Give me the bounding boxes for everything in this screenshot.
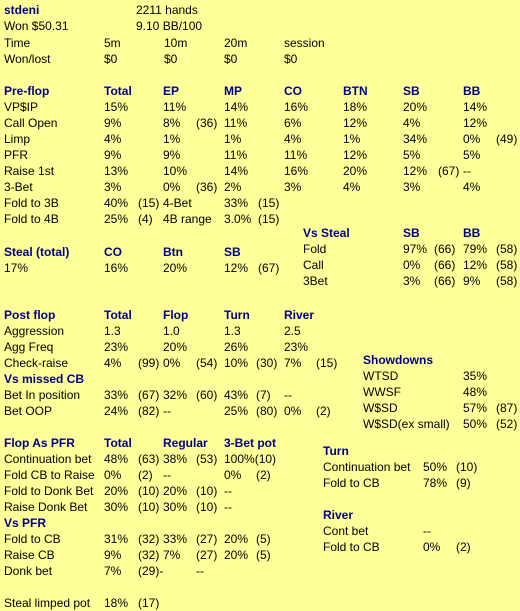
postflop-cell: 7% [284, 356, 302, 370]
flop-as-pfr-cell: (10) [138, 500, 160, 514]
vs-steal-col-header: SB [403, 226, 420, 240]
showdowns-row-label: W$SD(ex small) [363, 417, 450, 431]
preflop-row-label: 3-Bet [4, 180, 33, 194]
winnings: Won $50.31 [4, 19, 69, 33]
time-col: 20m [224, 36, 248, 50]
vs-missed-cb-cell: (60) [196, 388, 218, 402]
showdowns-cell: 35% [463, 369, 488, 383]
vs-missed-cb-cell: 32% [163, 388, 188, 402]
preflop-cell: 10% [163, 164, 188, 178]
preflop-cell: 4% [403, 116, 421, 130]
wonlost-value: $0 [224, 52, 238, 66]
preflop-cell: 20% [343, 164, 368, 178]
vs-pfr-row-label: Raise CB [4, 548, 55, 562]
wonlost-label: Won/lost [4, 52, 51, 66]
preflop-cell: 5% [463, 148, 481, 162]
showdowns-cell: 57% [463, 401, 488, 415]
preflop-cell: 11% [163, 100, 187, 114]
vs-missed-cb-cell: 24% [104, 404, 129, 418]
preflop-cell: 18% [343, 100, 368, 114]
flop-as-pfr-title: Flop As PFR [4, 436, 75, 450]
preflop-col-header: SB [403, 84, 420, 98]
postflop-col-header: Flop [163, 308, 189, 322]
preflop-cell: 12% [403, 164, 428, 178]
vs-pfr-cell: (29)- [138, 564, 164, 578]
vs-steal-cell: 12% [463, 258, 488, 272]
preflop-row-label: Raise 1st [4, 164, 55, 178]
preflop-cell: 33% [224, 196, 249, 210]
wonlost-value: $0 [284, 52, 298, 66]
flop-as-pfr-cell: 20% [104, 484, 129, 498]
preflop-cell: (15) [138, 196, 160, 210]
preflop-cell: 1% [224, 132, 242, 146]
preflop-row-label: PFR [4, 148, 28, 162]
wonlost-value: $0 [104, 52, 118, 66]
flop-as-pfr-cell: 30% [104, 500, 129, 514]
postflop-cell: 1.3 [224, 324, 241, 338]
hands-count: 2211 hands [136, 3, 198, 17]
vs-pfr-cell: (27) [196, 532, 218, 546]
vs-pfr-cell: 9% [104, 548, 122, 562]
preflop-row-label: Limp [4, 132, 31, 146]
postflop-col-header: River [284, 308, 315, 322]
vs-steal-cell: (58) [496, 258, 518, 272]
preflop-cell: 25% [104, 212, 129, 226]
flop-as-pfr-cell: (2) [138, 468, 153, 482]
vs-steal-cell: (66) [434, 258, 456, 272]
vs-pfr-cell: (5) [256, 532, 271, 546]
flop-as-pfr-col-header: 3-Bet pot [224, 436, 276, 450]
turn-cell: 78% [423, 476, 448, 490]
postflop-cell: 23% [284, 340, 309, 354]
vs-steal-row-label: Call [303, 258, 324, 272]
preflop-cell: 6% [284, 116, 302, 130]
time-col: session [284, 36, 325, 50]
preflop-cell: 34% [403, 132, 428, 146]
vs-missed-cb-row-label: Bet In position [4, 388, 81, 402]
flop-as-pfr-cell: -- [163, 468, 171, 482]
vs-pfr-cell: 33% [163, 532, 188, 546]
preflop-cell: 11% [224, 148, 248, 162]
preflop-cell: 40% [104, 196, 129, 210]
vs-steal-cell: (58) [496, 242, 518, 256]
flop-as-pfr-cell: (10) [196, 500, 218, 514]
postflop-title: Post flop [4, 308, 56, 322]
vs-missed-cb-cell: (80) [256, 404, 278, 418]
turn-row-label: Fold to CB [323, 476, 380, 490]
preflop-cell: 3.0% [224, 212, 252, 226]
river-row-label: Cont bet [323, 524, 369, 538]
vs-pfr-row-label: Donk bet [4, 564, 53, 578]
preflop-cell: 16% [284, 164, 309, 178]
postflop-cell: 2.5 [284, 324, 301, 338]
turn-cell: (10) [456, 460, 478, 474]
postflop-cell: 0% [163, 356, 181, 370]
postflop-col-header: Turn [224, 308, 250, 322]
steal-col-header: CO [104, 245, 122, 259]
preflop-cell: 14% [224, 100, 249, 114]
postflop-row-label: Aggression [4, 324, 65, 338]
flop-as-pfr-cell: (63) [138, 452, 160, 466]
preflop-cell: 3% [104, 180, 122, 194]
preflop-cell: 12% [343, 116, 368, 130]
postflop-cell: 10% [224, 356, 249, 370]
flop-as-pfr-cell: (53) [196, 452, 218, 466]
preflop-cell: (15) [258, 212, 280, 226]
vs-steal-col-header: BB [463, 226, 481, 240]
preflop-cell: 16% [284, 100, 309, 114]
postflop-col-header: Total [104, 308, 132, 322]
flop-as-pfr-cell: -- [224, 500, 232, 514]
steal-cell: 16% [104, 261, 129, 275]
vs-steal-title: Vs Steal [303, 226, 350, 240]
steal-total-title: Steal (total) [4, 245, 70, 259]
showdowns-cell: 50% [463, 417, 488, 431]
preflop-row-label: Call Open [4, 116, 58, 130]
player-name: stdeni [4, 3, 40, 17]
postflop-row-label: Check-raise [4, 356, 69, 370]
wonlost-value: $0 [164, 52, 178, 66]
steal-col-header: Btn [163, 245, 183, 259]
vs-steal-row-label: Fold [303, 242, 327, 256]
turn-cell: (9) [456, 476, 471, 490]
showdowns-cell: 48% [463, 385, 488, 399]
vs-missed-cb-cell: (82) [138, 404, 160, 418]
vs-pfr-cell: -- [196, 564, 204, 578]
preflop-cell: 9% [104, 116, 122, 130]
preflop-cell: 13% [104, 164, 129, 178]
preflop-cell: 5% [403, 148, 421, 162]
flop-as-pfr-row-label: Fold to Donk Bet [4, 484, 94, 498]
preflop-cell: 4% [343, 180, 361, 194]
preflop-cell: 2% [224, 180, 242, 194]
river-row-label: Fold to CB [323, 540, 380, 554]
flop-as-pfr-cell: 0% [224, 468, 242, 482]
postflop-cell: (54) [196, 356, 218, 370]
preflop-cell: 0% [163, 180, 181, 194]
time-col: 5m [104, 36, 121, 50]
flop-as-pfr-cell: 48% [104, 452, 129, 466]
turn-row-label: Continuation bet [323, 460, 411, 474]
turn-title: Turn [323, 444, 349, 458]
preflop-cell: 3% [284, 180, 302, 194]
steal-cell: (67) [258, 261, 280, 275]
vs-pfr-cell: 7% [104, 564, 122, 578]
preflop-col-header: CO [284, 84, 302, 98]
showdowns-cell: (52) [496, 417, 518, 431]
vs-steal-row-label: 3Bet [303, 274, 328, 288]
preflop-cell: 20% [403, 100, 428, 114]
flop-as-pfr-row-label: Raise Donk Bet [4, 500, 88, 514]
flop-as-pfr-cell: 0% [104, 468, 122, 482]
preflop-cell: 1% [163, 132, 181, 146]
preflop-col-header: EP [163, 84, 180, 98]
flop-as-pfr-cell: (10) [196, 484, 218, 498]
preflop-cell: 3% [403, 180, 421, 194]
vs-pfr-cell: 20% [224, 532, 249, 546]
river-cell: (2) [456, 540, 471, 554]
preflop-row-label: VP$IP [4, 100, 39, 114]
vs-steal-cell: (66) [434, 274, 456, 288]
preflop-cell: 11% [224, 116, 248, 130]
postflop-cell: (99) [138, 356, 160, 370]
steal-limped-cell: (17) [138, 596, 160, 610]
postflop-cell: 1.3 [104, 324, 121, 338]
flop-as-pfr-col-header: Regular [163, 436, 208, 450]
vs-missed-cb-cell: (7) [256, 388, 271, 402]
vs-missed-cb-cell: 43% [224, 388, 249, 402]
vs-steal-cell: 3% [403, 274, 421, 288]
vs-steal-cell: 97% [403, 242, 428, 256]
preflop-cell: (67) [438, 164, 460, 178]
preflop-col-header: MP [224, 84, 242, 98]
postflop-cell: 4% [104, 356, 122, 370]
showdowns-cell: (87) [496, 401, 518, 415]
vs-pfr-row-label: Fold to CB [4, 532, 61, 546]
steal-limped-cell: 18% [104, 596, 129, 610]
preflop-cell: (49) [496, 132, 518, 146]
bb-per-100: 9.10 BB/100 [136, 19, 203, 33]
preflop-cell: 12% [343, 148, 368, 162]
vs-steal-cell: 79% [463, 242, 488, 256]
preflop-row-label: Fold to 4B [4, 212, 59, 226]
vs-steal-cell: 0% [403, 258, 421, 272]
steal-cell: 17% [4, 261, 29, 275]
postflop-cell: 23% [104, 340, 129, 354]
preflop-cell: 4-Bet [163, 196, 192, 210]
postflop-cell: 20% [163, 340, 188, 354]
preflop-cell: (15) [258, 196, 280, 210]
river-cell: 0% [423, 540, 441, 554]
flop-as-pfr-cell: (10) [138, 484, 160, 498]
vs-missed-cb-cell: (2) [316, 404, 331, 418]
postflop-cell: (15) [316, 356, 338, 370]
vs-pfr-cell: (32) [138, 532, 160, 546]
preflop-cell: 4% [104, 132, 122, 146]
preflop-cell: 0% [463, 132, 481, 146]
preflop-cell: (4) [138, 212, 153, 226]
flop-as-pfr-cell: -- [224, 484, 232, 498]
vs-missed-cb-cell: -- [284, 388, 292, 402]
river-title: River [323, 508, 354, 522]
flop-as-pfr-cell: (2) [256, 468, 271, 482]
vs-missed-cb-cell: 25% [224, 404, 249, 418]
turn-cell: 50% [423, 460, 448, 474]
vs-steal-cell: (58) [496, 274, 518, 288]
preflop-col-header: BTN [343, 84, 368, 98]
vs-pfr-cell: (5) [256, 548, 271, 562]
vs-steal-cell: (66) [434, 242, 456, 256]
flop-as-pfr-cell: 100%(10) [224, 452, 277, 466]
vs-steal-cell: 9% [463, 274, 481, 288]
steal-col-header: SB [224, 245, 241, 259]
preflop-cell: 14% [463, 100, 488, 114]
preflop-cell: 4% [284, 132, 302, 146]
preflop-title: Pre-flop [4, 84, 50, 98]
vs-missed-cb-cell: 33% [104, 388, 129, 402]
postflop-row-label: Agg Freq [4, 340, 54, 354]
flop-as-pfr-cell: 38% [163, 452, 188, 466]
postflop-cell: 26% [224, 340, 249, 354]
river-cell: -- [423, 524, 431, 538]
preflop-cell: 14% [224, 164, 249, 178]
vs-missed-cb-title: Vs missed CB [4, 372, 85, 386]
preflop-cell: 4B range [163, 212, 212, 226]
flop-as-pfr-cell: 20% [163, 484, 188, 498]
preflop-cell: 11% [284, 148, 308, 162]
showdowns-title: Showdowns [363, 353, 433, 367]
preflop-cell: 1% [343, 132, 361, 146]
preflop-cell: 8% [163, 116, 181, 130]
preflop-cell: (36) [196, 116, 218, 130]
vs-missed-cb-cell: -- [163, 404, 171, 418]
preflop-cell: 4% [463, 180, 481, 194]
steal-limped-label: Steal limped pot [4, 596, 91, 610]
time-col: 10m [164, 36, 188, 50]
vs-pfr-cell: 7% [163, 548, 181, 562]
vs-pfr-cell: 20% [224, 548, 249, 562]
postflop-cell: (30) [256, 356, 278, 370]
vs-pfr-cell: (27) [196, 548, 218, 562]
vs-pfr-title: Vs PFR [4, 516, 47, 530]
vs-missed-cb-cell: (67) [138, 388, 160, 402]
time-label: Time [4, 36, 31, 50]
preflop-cell: 15% [104, 100, 129, 114]
flop-as-pfr-row-label: Fold CB to Raise [4, 468, 95, 482]
showdowns-row-label: WWSF [363, 385, 401, 399]
vs-missed-cb-row-label: Bet OOP [4, 404, 53, 418]
flop-as-pfr-cell: 30% [163, 500, 188, 514]
flop-as-pfr-col-header: Total [104, 436, 132, 450]
preflop-cell: 9% [163, 148, 181, 162]
showdowns-row-label: W$SD [363, 401, 398, 415]
vs-pfr-cell: 31% [104, 532, 129, 546]
preflop-col-header: Total [104, 84, 132, 98]
showdowns-row-label: WTSD [363, 369, 399, 383]
preflop-col-header: BB [463, 84, 481, 98]
postflop-cell: 1.0 [163, 324, 180, 338]
preflop-cell: 9% [104, 148, 122, 162]
vs-missed-cb-cell: 0% [284, 404, 302, 418]
preflop-cell: 12% [463, 116, 488, 130]
preflop-row-label: Fold to 3B [4, 196, 59, 210]
steal-cell: 20% [163, 261, 188, 275]
vs-pfr-cell: (32) [138, 548, 160, 562]
preflop-cell: (36) [196, 180, 218, 194]
preflop-cell: -- [463, 164, 471, 178]
steal-cell: 12% [224, 261, 249, 275]
flop-as-pfr-row-label: Continuation bet [4, 452, 92, 466]
